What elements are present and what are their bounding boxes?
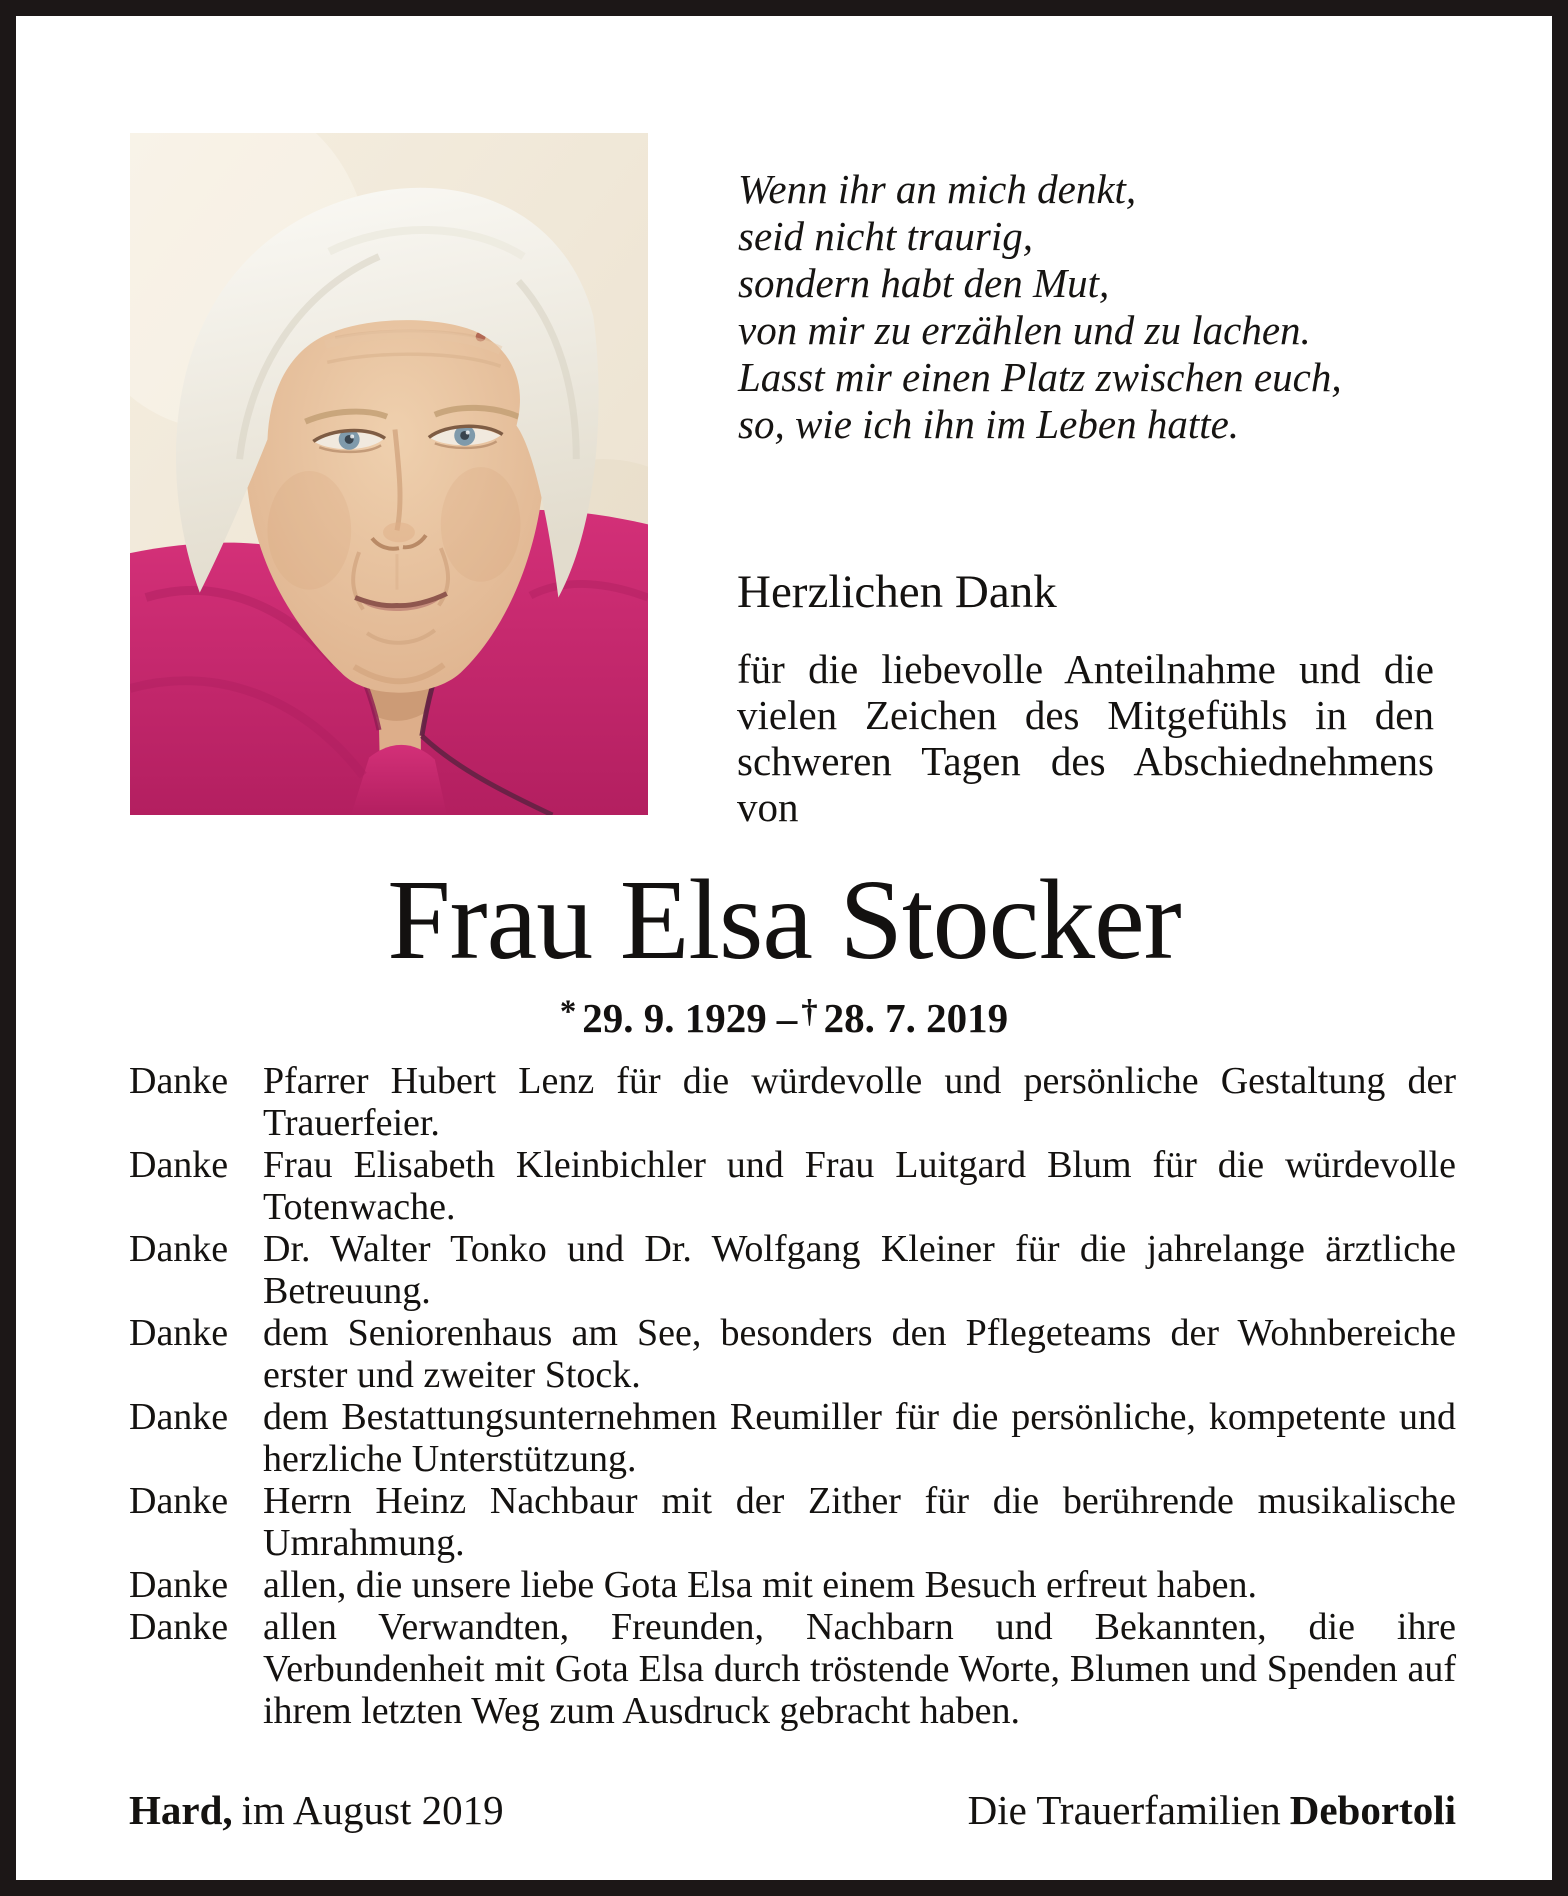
eye-right-highlight (466, 431, 470, 435)
thanks-label: Danke (129, 1480, 229, 1522)
thanks-item (129, 1480, 1456, 1564)
death-date: 28. 7. 2019 (823, 995, 1009, 1041)
thanks-intro: für die liebevolle Anteilnahme und die vielen Zeichen des Mitgefühls in den schweren Tagen des Abschiednehmens von (737, 646, 1434, 830)
footer-date: im August 2019 (241, 1787, 504, 1833)
footer-place: Hard, (129, 1787, 233, 1833)
poem-line: von mir zu erzählen und zu lachen. (738, 307, 1311, 353)
dates-separator: – (776, 995, 798, 1041)
thanks-item (129, 1228, 1456, 1312)
thanks-item (129, 1396, 1456, 1480)
poem-line: Wenn ihr an mich denkt, (738, 166, 1137, 212)
life-dates (16, 994, 1552, 1042)
thanks-item (129, 1606, 1456, 1732)
thanks-text: dem Bestattungsunternehmen Reumiller für die persönliche, kompetente und herzliche Unterstützung. (263, 1396, 1456, 1480)
footer (129, 1786, 1456, 1834)
families-prefix: Die Trauerfamilien (967, 1787, 1281, 1833)
eye-left-highlight (350, 434, 354, 438)
deceased-name: Frau Elsa Stocker (387, 856, 1181, 983)
thanks-label: Danke (129, 1396, 229, 1438)
thanks-text: Herrn Heinz Nachbaur mit der Zither für die berührende musikalische Umrahmung. (263, 1480, 1456, 1564)
footer-place-date (129, 1786, 504, 1834)
thanks-heading: Herzlichen Dank (737, 566, 1057, 618)
thanks-list (129, 1060, 1456, 1732)
thanks-text: Frau Elisabeth Kleinbichler und Frau Luitgard Blum für die würdevolle Totenwache. (263, 1144, 1456, 1228)
death-symbol: † (801, 994, 818, 1031)
portrait-illustration (130, 133, 648, 815)
thanks-label: Danke (129, 1144, 229, 1186)
portrait-photo (130, 133, 648, 815)
thanks-text: dem Seniorenhaus am See, besonders den Pflegeteams der Wohnbereiche erster und zweiter Stock. (263, 1312, 1456, 1396)
thanks-text: allen, die unsere liebe Gota Elsa mit einem Besuch erfreut haben. (263, 1564, 1257, 1606)
thanks-label: Danke (129, 1060, 229, 1102)
birth-date: 29. 9. 1929 (582, 995, 767, 1041)
cheek-shade-left (267, 471, 351, 590)
poem-line: so, wie ich ihn im Leben hatte. (738, 401, 1240, 447)
thanks-item (129, 1144, 1456, 1228)
birth-symbol: * (559, 994, 577, 1031)
poem-line: Lasst mir einen Platz zwischen euch, (738, 354, 1342, 400)
thanks-text: Dr. Walter Tonko und Dr. Wolfgang Kleiner für die jahrelange ärztliche Betreuung. (263, 1228, 1456, 1312)
poem-line: seid nicht traurig, (738, 213, 1033, 259)
thanks-text: Pfarrer Hubert Lenz für die würdevolle und persönliche Gestaltung der Trauerfeier. (263, 1060, 1456, 1144)
thanks-label: Danke (129, 1312, 229, 1354)
thanks-label: Danke (129, 1228, 229, 1270)
thanks-item (129, 1312, 1456, 1396)
thanks-text: allen Verwandten, Freunden, Nachbarn und Bekannten, die ihre Verbundenheit mit Gota Elsa durch tröstende Worte, Blumen und Spenden auf ihrem letzten Weg zum Ausdruck gebracht haben. (263, 1606, 1456, 1732)
footer-families (968, 1786, 1456, 1834)
thanks-item (129, 1564, 1456, 1606)
families-name: Debortoli (1289, 1787, 1456, 1833)
nose-tip (383, 522, 415, 542)
thanks-item (129, 1060, 1456, 1144)
cheek-shade-right (441, 467, 521, 582)
memorial-poem (738, 166, 1342, 448)
thanks-label: Danke (129, 1564, 229, 1606)
poem-line: sondern habt den Mut, (738, 260, 1110, 306)
thanks-label: Danke (129, 1606, 229, 1648)
